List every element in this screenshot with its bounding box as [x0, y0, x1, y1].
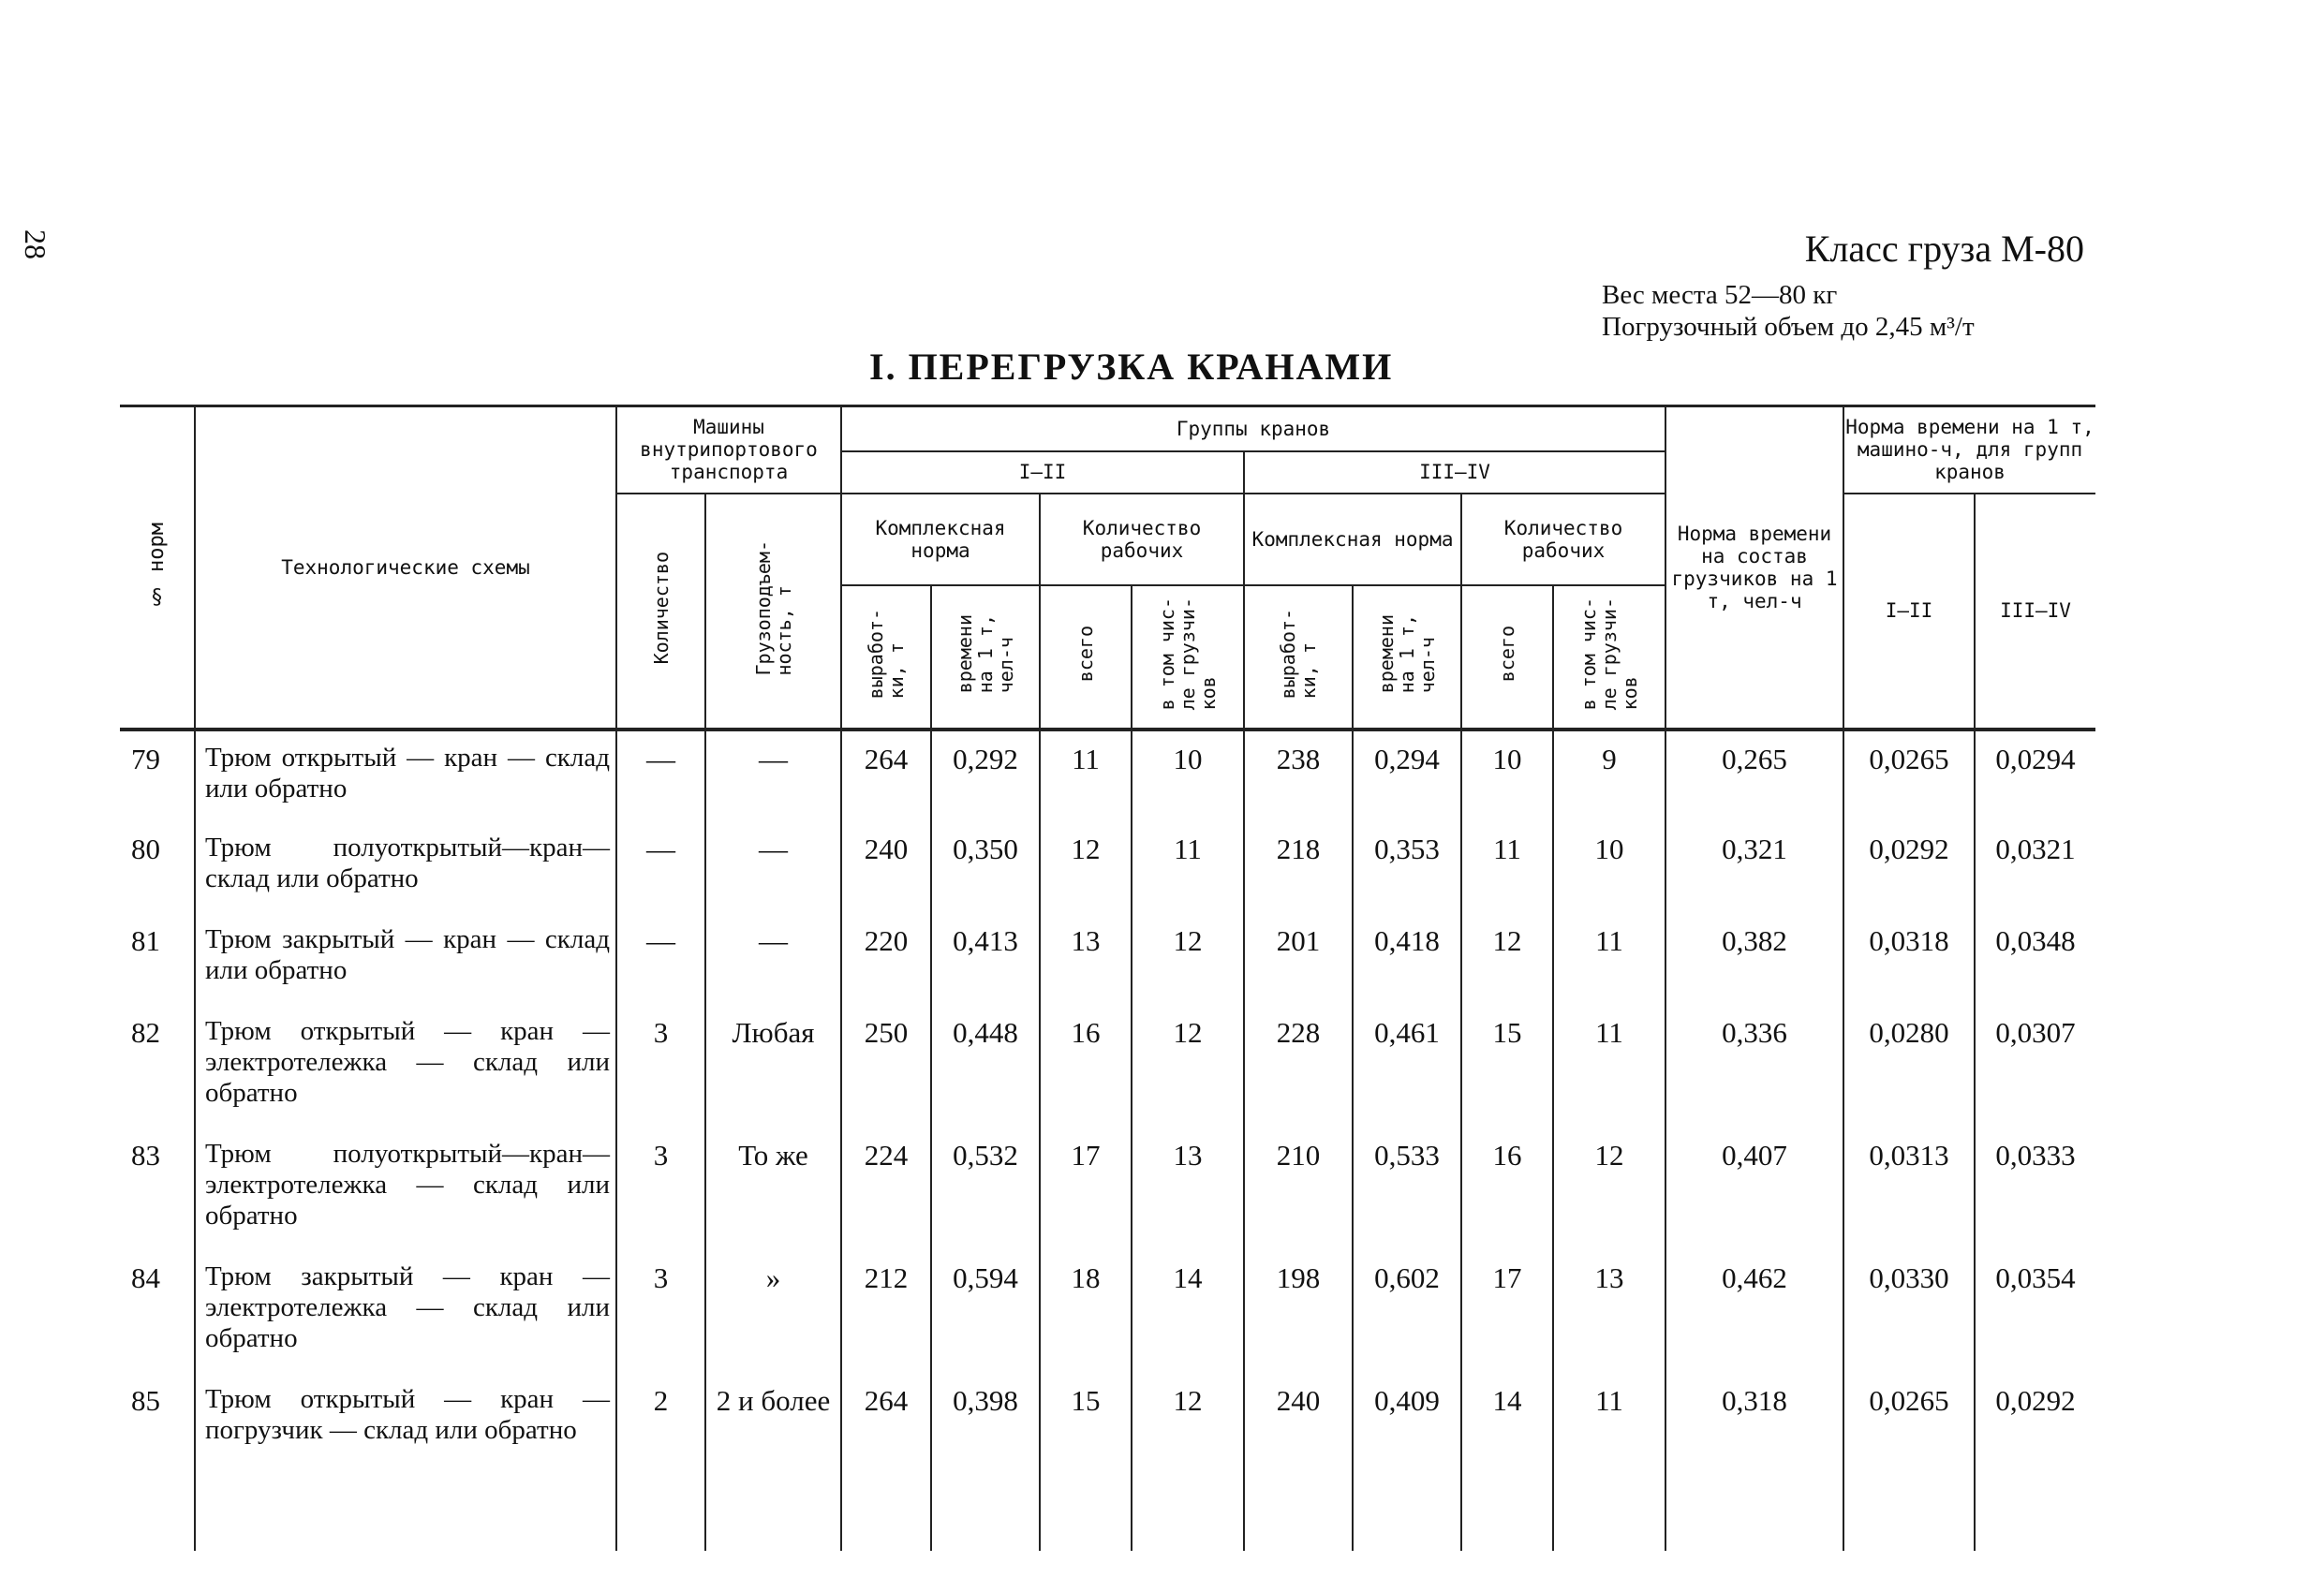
- row-scheme: Трюм закрытый — кран — склад или обратно: [195, 913, 616, 1005]
- row-machines-capacity: —: [705, 821, 841, 913]
- row-scheme: Трюм полуоткрытый—кран—электротележка — склад или обратно: [195, 1128, 616, 1250]
- row-machines-capacity: »: [705, 1250, 841, 1373]
- row-g1-output: 224: [841, 1128, 931, 1250]
- row-g2-total: 15: [1461, 1005, 1553, 1128]
- header-g2-output: выработ- ки, т: [1244, 585, 1353, 730]
- row-g1-time: 0,292: [931, 730, 1040, 821]
- row-g2-total: 16: [1461, 1128, 1553, 1250]
- row-crew-norm: 0,321: [1665, 821, 1843, 913]
- row-crew-norm: 0,382: [1665, 913, 1843, 1005]
- row-g2-loaders: 10: [1553, 821, 1665, 913]
- row-g1-total: 17: [1040, 1128, 1132, 1250]
- header-g1-output: выработ- ки, т: [841, 585, 931, 730]
- section-title: I. ПЕРЕГРУЗКА КРАНАМИ: [869, 346, 1394, 388]
- row-machine-norm-g2: 0,0348: [1975, 913, 2095, 1005]
- row-g1-loaders: 12: [1132, 1373, 1244, 1551]
- header-machines-qty: Количество: [616, 494, 705, 730]
- row-machine-norm-g1: 0,0280: [1843, 1005, 1975, 1128]
- row-machines-qty: —: [616, 913, 705, 1005]
- row-norm-no: 80: [120, 821, 195, 913]
- row-g2-loaders: 9: [1553, 730, 1665, 821]
- row-machine-norm-g2: 0,0292: [1975, 1373, 2095, 1551]
- header-crane-groups: Группы кранов: [841, 406, 1665, 451]
- row-machines-capacity: —: [705, 730, 841, 821]
- row-g1-loaders: 10: [1132, 730, 1244, 821]
- row-g1-output: 212: [841, 1250, 931, 1373]
- row-g1-time: 0,448: [931, 1005, 1040, 1128]
- row-g1-time: 0,350: [931, 821, 1040, 913]
- row-machines-qty: 3: [616, 1005, 705, 1128]
- cargo-class-title: Класс груза М-80: [1804, 228, 2084, 270]
- header-g2-total: всего: [1461, 585, 1553, 730]
- row-g1-output: 264: [841, 730, 931, 821]
- row-g1-total: 13: [1040, 913, 1132, 1005]
- row-crew-norm: 0,407: [1665, 1128, 1843, 1250]
- row-machines-qty: —: [616, 730, 705, 821]
- row-machines-capacity: 2 и более: [705, 1373, 841, 1551]
- row-g1-time: 0,594: [931, 1250, 1040, 1373]
- row-g2-time: 0,409: [1353, 1373, 1461, 1551]
- row-g2-output: 240: [1244, 1373, 1353, 1551]
- page-number: 28: [19, 229, 52, 259]
- table-row: [120, 913, 2095, 1005]
- row-machine-norm-g2: 0,0307: [1975, 1005, 2095, 1128]
- row-norm-no: 82: [120, 1005, 195, 1128]
- table-header: [120, 406, 2095, 730]
- table-row: [120, 1005, 2095, 1128]
- row-norm-no: 84: [120, 1250, 195, 1373]
- row-g2-time: 0,533: [1353, 1128, 1461, 1250]
- row-g1-loaders: 12: [1132, 1005, 1244, 1128]
- header-g1-time: времени на 1 т, чел-ч: [931, 585, 1040, 730]
- row-g1-total: 16: [1040, 1005, 1132, 1128]
- header-machine-norm-g2: III—IV: [1975, 494, 2095, 730]
- row-g1-time: 0,398: [931, 1373, 1040, 1551]
- header-norm-no: § норм: [120, 406, 195, 730]
- header-g1-workers: Количество рабочих: [1040, 494, 1244, 585]
- table-row: [120, 821, 2095, 913]
- header-machines: Машины внутрипортового транспорта: [616, 406, 841, 494]
- row-g1-time: 0,413: [931, 913, 1040, 1005]
- row-g1-total: 12: [1040, 821, 1132, 913]
- row-g2-time: 0,353: [1353, 821, 1461, 913]
- header-schemes: Технологические схемы: [195, 406, 616, 730]
- row-machines-qty: 2: [616, 1373, 705, 1551]
- row-g2-output: 218: [1244, 821, 1353, 913]
- row-g2-loaders: 11: [1553, 1373, 1665, 1551]
- row-machines-capacity: То же: [705, 1128, 841, 1250]
- row-g2-total: 11: [1461, 821, 1553, 913]
- header-g2-complex-norm: Комплексная норма: [1244, 494, 1461, 585]
- row-g1-total: 11: [1040, 730, 1132, 821]
- header-group-3-4: III—IV: [1244, 451, 1665, 494]
- row-norm-no: 81: [120, 913, 195, 1005]
- row-crew-norm: 0,462: [1665, 1250, 1843, 1373]
- row-machine-norm-g2: 0,0333: [1975, 1128, 2095, 1250]
- row-norm-no: 79: [120, 730, 195, 821]
- header-machines-capacity: Грузоподъем- ность, т: [705, 494, 841, 730]
- row-machines-qty: 3: [616, 1128, 705, 1250]
- row-scheme: Трюм полуоткрытый—кран—склад или обратно: [195, 821, 616, 913]
- row-g2-output: 210: [1244, 1128, 1353, 1250]
- header-g2-time: времени на 1 т, чел-ч: [1353, 585, 1461, 730]
- row-crew-norm: 0,318: [1665, 1373, 1843, 1551]
- row-g2-total: 10: [1461, 730, 1553, 821]
- row-machine-norm-g1: 0,0330: [1843, 1250, 1975, 1373]
- row-norm-no: 85: [120, 1373, 195, 1551]
- row-machine-norm-g1: 0,0292: [1843, 821, 1975, 913]
- row-g2-output: 238: [1244, 730, 1353, 821]
- row-machines-qty: 3: [616, 1250, 705, 1373]
- row-scheme: Трюм открытый — кран — погрузчик — склад или обратно: [195, 1373, 616, 1551]
- row-scheme: Трюм закрытый — кран — электротележка — склад или обратно: [195, 1250, 616, 1373]
- row-machines-qty: —: [616, 821, 705, 913]
- row-machine-norm-g2: 0,0354: [1975, 1250, 2095, 1373]
- table-row: [120, 1128, 2095, 1250]
- header-g2-workers: Количество рабочих: [1461, 494, 1665, 585]
- header-g1-complex-norm: Комплексная норма: [841, 494, 1040, 585]
- row-norm-no: 83: [120, 1128, 195, 1250]
- row-machine-norm-g2: 0,0321: [1975, 821, 2095, 913]
- table-row: [120, 1373, 2095, 1551]
- row-g1-loaders: 12: [1132, 913, 1244, 1005]
- row-crew-norm: 0,265: [1665, 730, 1843, 821]
- place-weight: Вес места 52—80 кг: [1602, 280, 1838, 310]
- row-machine-norm-g1: 0,0318: [1843, 913, 1975, 1005]
- row-g2-time: 0,418: [1353, 913, 1461, 1005]
- row-g2-total: 17: [1461, 1250, 1553, 1373]
- row-g1-loaders: 11: [1132, 821, 1244, 913]
- row-g2-time: 0,294: [1353, 730, 1461, 821]
- row-machine-norm-g1: 0,0265: [1843, 1373, 1975, 1551]
- norms-table: [120, 405, 2095, 1551]
- row-g2-total: 14: [1461, 1373, 1553, 1551]
- row-g2-output: 228: [1244, 1005, 1353, 1128]
- row-machines-capacity: Любая: [705, 1005, 841, 1128]
- row-g1-loaders: 13: [1132, 1128, 1244, 1250]
- row-g1-output: 264: [841, 1373, 931, 1551]
- row-g2-output: 201: [1244, 913, 1353, 1005]
- row-scheme: Трюм открытый — кран — электротележка — склад или обратно: [195, 1005, 616, 1128]
- header-g2-loaders: в том чис- ле грузчи- ков: [1553, 585, 1665, 730]
- row-g1-output: 250: [841, 1005, 931, 1128]
- row-crew-norm: 0,336: [1665, 1005, 1843, 1128]
- header-crew-norm: Норма времени на состав грузчиков на 1 т, чел-ч: [1665, 406, 1843, 730]
- row-g1-output: 220: [841, 913, 931, 1005]
- table-row: [120, 1250, 2095, 1373]
- header-g1-loaders: в том чис- ле грузчи- ков: [1132, 585, 1244, 730]
- cargo-info: [1602, 279, 1975, 343]
- row-g1-total: 18: [1040, 1250, 1132, 1373]
- table-row: [120, 730, 2095, 821]
- row-g1-time: 0,532: [931, 1128, 1040, 1250]
- row-g2-loaders: 12: [1553, 1128, 1665, 1250]
- row-scheme: Трюм открытый — кран — склад или обратно: [195, 730, 616, 821]
- row-machine-norm-g1: 0,0265: [1843, 730, 1975, 821]
- header-machine-norm: Норма времени на 1 т, машино-ч, для групп кранов: [1843, 406, 2095, 494]
- row-g2-loaders: 11: [1553, 1005, 1665, 1128]
- loading-volume: Погрузочный объем до 2,45 м³/т: [1602, 312, 1975, 342]
- row-g2-time: 0,461: [1353, 1005, 1461, 1128]
- header-machine-norm-g1: I—II: [1843, 494, 1975, 730]
- row-g2-time: 0,602: [1353, 1250, 1461, 1373]
- table-body: [120, 730, 2095, 1551]
- row-machines-capacity: —: [705, 913, 841, 1005]
- header-g1-total: всего: [1040, 585, 1132, 730]
- row-g2-loaders: 13: [1553, 1250, 1665, 1373]
- row-g1-output: 240: [841, 821, 931, 913]
- row-g1-total: 15: [1040, 1373, 1132, 1551]
- row-g2-loaders: 11: [1553, 913, 1665, 1005]
- row-machine-norm-g1: 0,0313: [1843, 1128, 1975, 1250]
- row-g2-total: 12: [1461, 913, 1553, 1005]
- header-group-1-2: I—II: [841, 451, 1244, 494]
- row-g1-loaders: 14: [1132, 1250, 1244, 1373]
- row-machine-norm-g2: 0,0294: [1975, 730, 2095, 821]
- row-g2-output: 198: [1244, 1250, 1353, 1373]
